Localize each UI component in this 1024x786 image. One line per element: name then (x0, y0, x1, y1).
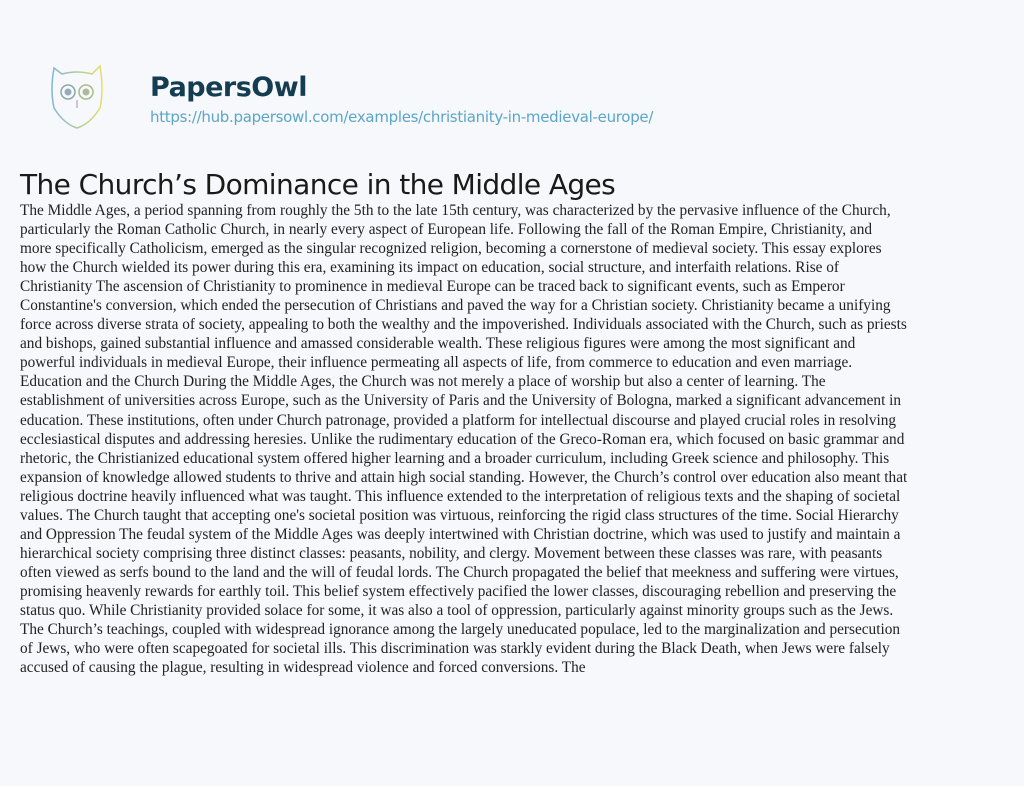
text-line: Christianity The ascension of Christianity to prominence in medieval Europe can be traced back to significant events, such as Emperor (20, 278, 845, 296)
source-url-link[interactable]: https://hub.papersowl.com/examples/christianity-in-medieval-europe/ (150, 108, 654, 126)
text-line: religious doctrine heavily influenced what was taught. This influence extended to the interpretation of religious texts and the shaping of societal (20, 487, 901, 505)
text-line: more specifically Catholicism, emerged as the singular recognized religion, becoming a cornerstone of medieval society. This essay explores (20, 240, 882, 258)
site-header (48, 60, 654, 150)
text-line: how the Church wielded its power during this era, examining its impact on education, social structure, and interfaith relations. Rise of (20, 259, 840, 277)
text-line: and Oppression The feudal system of the Middle Ages was deeply intertwined with Christian doctrine, which was used to justify and maintain a (20, 525, 901, 543)
text-line: The Middle Ages, a period spanning from roughly the 5th to the late 15th century, was characterized by the pervasive influence of the Church, (20, 202, 891, 219)
text-line: Education and the Church During the Middle Ages, the Church was not merely a place of worship but also a center of learning. The (20, 373, 826, 391)
text-line: and bishops, gained substantial influence and amassed considerable wealth. These religious figures were among the most significant and (20, 335, 856, 353)
text-line: particularly the Roman Catholic Church, in nearly every aspect of European life. Following the fall of the Roman Empire, Christianity, and (20, 221, 873, 239)
text-line: The Church’s teachings, coupled with widespread ignorance among the largely uneducated populace, led to the marginalization and persecution (20, 621, 900, 639)
text-line: promising heavenly rewards for earthly toil. This belief system effectively pacified the lower classes, discouraging rebellion and preserving the (20, 582, 897, 600)
text-line: ecclesiastical disputes and addressing heresies. Unlike the rudimentary education of the Greco-Roman era, which focused on basic grammar and (20, 430, 905, 448)
text-line: powerful individuals in medieval Europe, their influence permeating all aspects of life, from commerce to education and even marriage. (20, 354, 853, 372)
text-line: expansion of knowledge allowed students to thrive and attain high social standing. However, the Church’s control over education also meant that (20, 468, 908, 486)
text-line: values. The Church taught that accepting one's societal position was virtuous, reinforcing the rigid class structures of the time. Social Hierarchy (20, 506, 899, 524)
text-line: often viewed as serfs bound to the land and the will of feudal lords. The Church propagated the belief that meekness and suffering were virtues, (20, 563, 899, 581)
brand-name: PapersOwl (150, 72, 307, 103)
text-line: of Jews, who were often scapegoated for societal ills. This discrimination was starkly evident during the Black Death, when Jews were falsely (20, 640, 890, 658)
text-line: accused of causing the plague, resulting in widespread violence and forced conversions. The (20, 659, 586, 677)
page-title: The Church’s Dominance in the Middle Ages (20, 168, 616, 201)
text-line: establishment of universities across Europe, such as the University of Paris and the University of Bologna, marked a significant advancement in (20, 392, 902, 410)
text-line: education. These institutions, often under Church patronage, provided a platform for intellectual discourse and played crucial roles in resolving (20, 411, 897, 429)
owl-logo-icon (48, 60, 106, 132)
text-line: rhetoric, the Christianized educational system offered higher learning and a broader curriculum, including Greek science and philosophy. This (20, 449, 890, 467)
text-line: force across diverse strata of society, appealing to both the wealthy and the impoverished. Individuals associated with the Church, such as priests (20, 316, 907, 334)
text-line: hierarchical society comprising three distinct classes: peasants, nobility, and clergy. Movement between these classes was rare, with peasants (20, 544, 883, 562)
essay-body (20, 201, 1020, 677)
text-line: status quo. While Christianity provided solace for some, it was also a tool of oppression, particularly against minority groups such as the Jews. (20, 601, 894, 619)
text-line: Constantine's conversion, which ended the persecution of Christians and paved the way for a Christian society. Christianity became a unifying (20, 297, 891, 315)
